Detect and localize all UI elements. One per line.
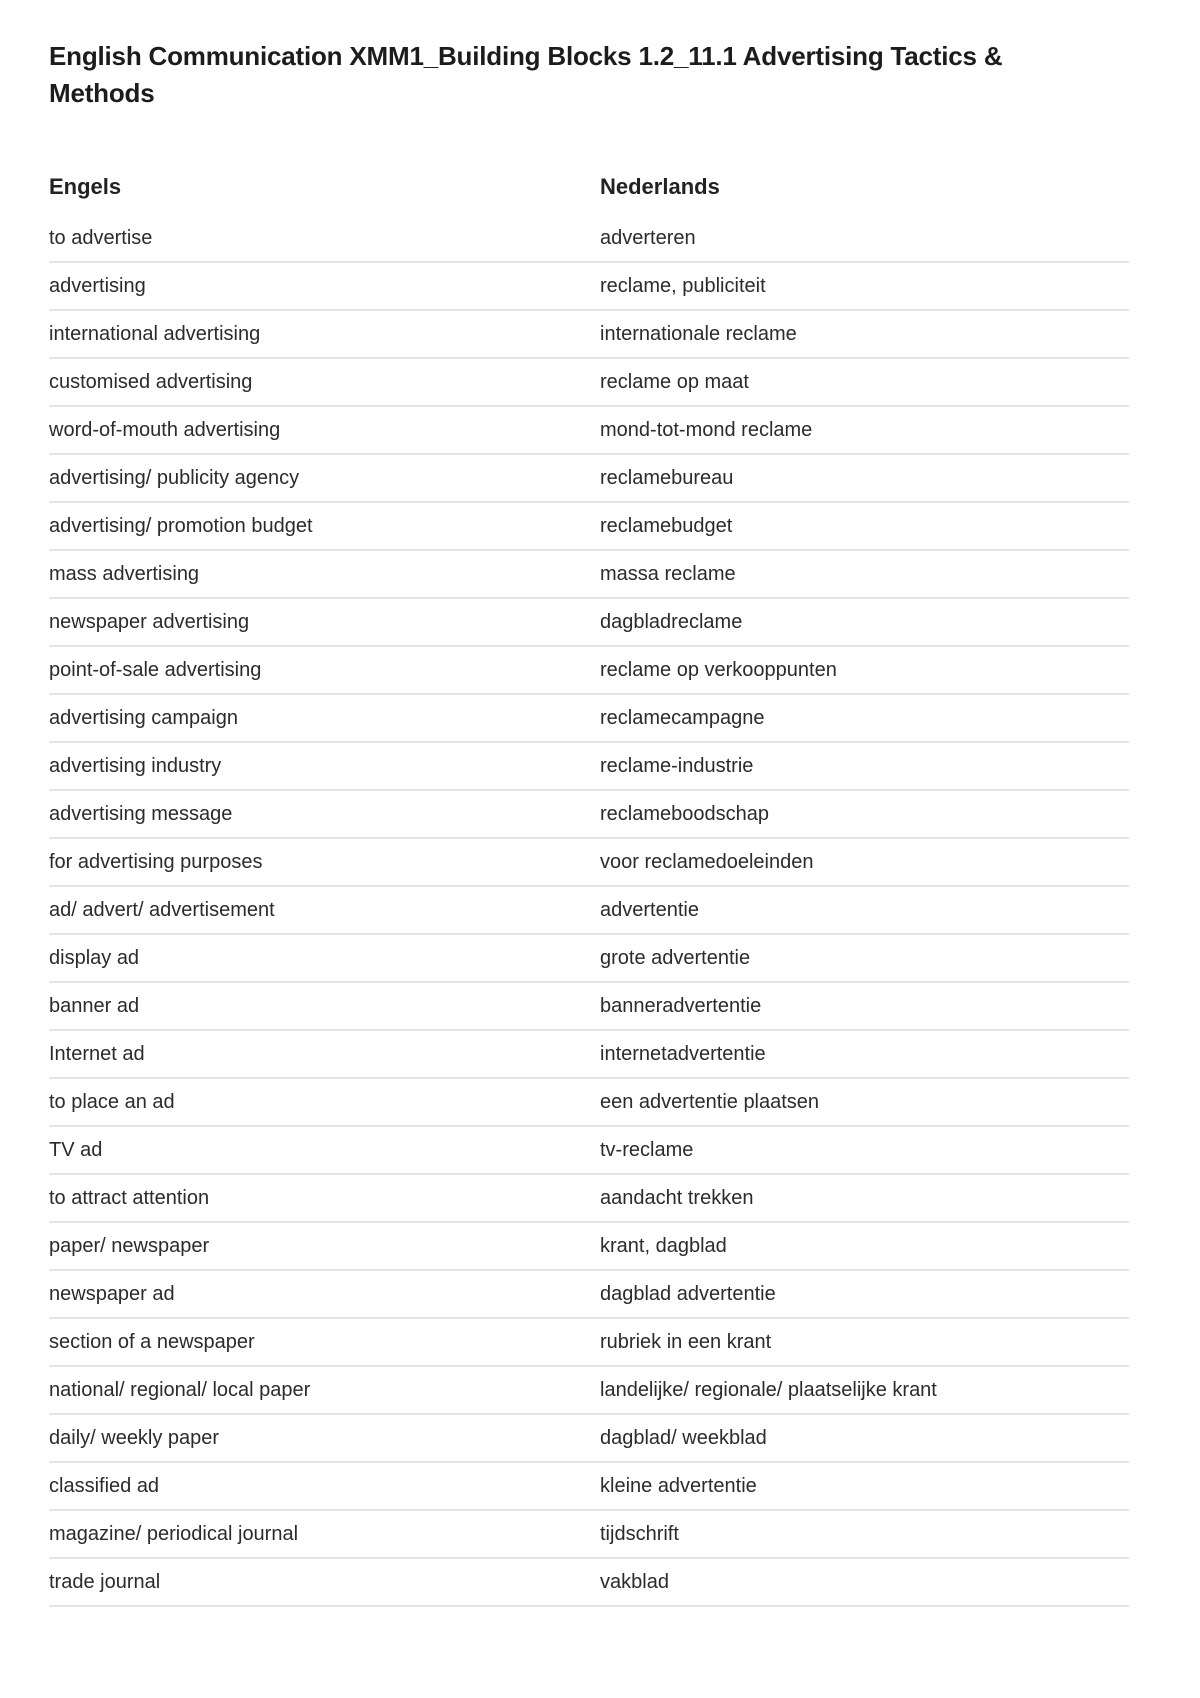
english-term: classified ad — [49, 1462, 600, 1510]
english-term: banner ad — [49, 982, 600, 1030]
table-row — [49, 406, 1129, 454]
table-row — [49, 934, 1129, 982]
dutch-term: landelijke/ regionale/ plaatselijke krant — [600, 1366, 1129, 1414]
english-term: to advertise — [49, 215, 600, 262]
table-row — [49, 1030, 1129, 1078]
dutch-term: reclame-industrie — [600, 742, 1129, 790]
table-row — [49, 598, 1129, 646]
table-row — [49, 358, 1129, 406]
english-term: magazine/ periodical journal — [49, 1510, 600, 1558]
dutch-term: een advertentie plaatsen — [600, 1078, 1129, 1126]
dutch-term: advertentie — [600, 886, 1129, 934]
table-row — [49, 1126, 1129, 1174]
table-header-row — [49, 170, 1129, 215]
english-term: section of a newspaper — [49, 1318, 600, 1366]
table-row — [49, 1462, 1129, 1510]
english-term: Internet ad — [49, 1030, 600, 1078]
table-row — [49, 215, 1129, 262]
english-term: advertising — [49, 262, 600, 310]
table-row — [49, 982, 1129, 1030]
english-term: to attract attention — [49, 1174, 600, 1222]
dutch-term: kleine advertentie — [600, 1462, 1129, 1510]
table-row — [49, 1558, 1129, 1606]
vocabulary-table — [49, 170, 1129, 1607]
english-term: to place an ad — [49, 1078, 600, 1126]
english-term: paper/ newspaper — [49, 1222, 600, 1270]
table-row — [49, 646, 1129, 694]
document-page — [49, 38, 1129, 1607]
table-row — [49, 886, 1129, 934]
english-term: advertising/ publicity agency — [49, 454, 600, 502]
english-term: trade journal — [49, 1558, 600, 1606]
english-term: customised advertising — [49, 358, 600, 406]
column-header-dutch: Nederlands — [600, 174, 720, 199]
english-term: word-of-mouth advertising — [49, 406, 600, 454]
dutch-term: grote advertentie — [600, 934, 1129, 982]
table-row — [49, 1174, 1129, 1222]
dutch-term: dagblad advertentie — [600, 1270, 1129, 1318]
dutch-term: massa reclame — [600, 550, 1129, 598]
dutch-term: reclame op maat — [600, 358, 1129, 406]
english-term: advertising message — [49, 790, 600, 838]
dutch-term: vakblad — [600, 1558, 1129, 1606]
english-term: advertising industry — [49, 742, 600, 790]
english-term: daily/ weekly paper — [49, 1414, 600, 1462]
dutch-term: reclamebureau — [600, 454, 1129, 502]
table-row — [49, 1366, 1129, 1414]
dutch-term: dagbladreclame — [600, 598, 1129, 646]
english-term: TV ad — [49, 1126, 600, 1174]
dutch-term: reclamecampagne — [600, 694, 1129, 742]
english-term: point-of-sale advertising — [49, 646, 600, 694]
english-term: national/ regional/ local paper — [49, 1366, 600, 1414]
dutch-term: aandacht trekken — [600, 1174, 1129, 1222]
table-row — [49, 1414, 1129, 1462]
table-row — [49, 1222, 1129, 1270]
table-row — [49, 1318, 1129, 1366]
english-term: for advertising purposes — [49, 838, 600, 886]
english-term: display ad — [49, 934, 600, 982]
english-term: international advertising — [49, 310, 600, 358]
dutch-term: krant, dagblad — [600, 1222, 1129, 1270]
table-body — [49, 215, 1129, 1606]
table-row — [49, 694, 1129, 742]
table-row — [49, 502, 1129, 550]
table-row — [49, 550, 1129, 598]
document-title: English Communication XMM1_Building Blocks 1.2_11.1 Advertising Tactics & Methods — [49, 41, 1003, 108]
dutch-term: reclame, publiciteit — [600, 262, 1129, 310]
dutch-term: reclame op verkooppunten — [600, 646, 1129, 694]
dutch-term: internetadvertentie — [600, 1030, 1129, 1078]
table-row — [49, 1270, 1129, 1318]
english-term: advertising/ promotion budget — [49, 502, 600, 550]
dutch-term: tv-reclame — [600, 1126, 1129, 1174]
table-row — [49, 454, 1129, 502]
dutch-term: tijdschrift — [600, 1510, 1129, 1558]
table-row — [49, 310, 1129, 358]
english-term: ad/ advert/ advertisement — [49, 886, 600, 934]
dutch-term: mond-tot-mond reclame — [600, 406, 1129, 454]
table-row — [49, 1510, 1129, 1558]
table-row — [49, 262, 1129, 310]
dutch-term: adverteren — [600, 215, 1129, 262]
dutch-term: voor reclamedoeleinden — [600, 838, 1129, 886]
english-term: mass advertising — [49, 550, 600, 598]
english-term: newspaper ad — [49, 1270, 600, 1318]
table-row — [49, 790, 1129, 838]
dutch-term: banneradvertentie — [600, 982, 1129, 1030]
english-term: newspaper advertising — [49, 598, 600, 646]
column-header-english: Engels — [49, 174, 122, 199]
table-row — [49, 742, 1129, 790]
dutch-term: reclameboodschap — [600, 790, 1129, 838]
dutch-term: rubriek in een krant — [600, 1318, 1129, 1366]
dutch-term: dagblad/ weekblad — [600, 1414, 1129, 1462]
english-term: advertising campaign — [49, 694, 600, 742]
dutch-term: reclamebudget — [600, 502, 1129, 550]
table-row — [49, 1078, 1129, 1126]
dutch-term: internationale reclame — [600, 310, 1129, 358]
table-row — [49, 838, 1129, 886]
